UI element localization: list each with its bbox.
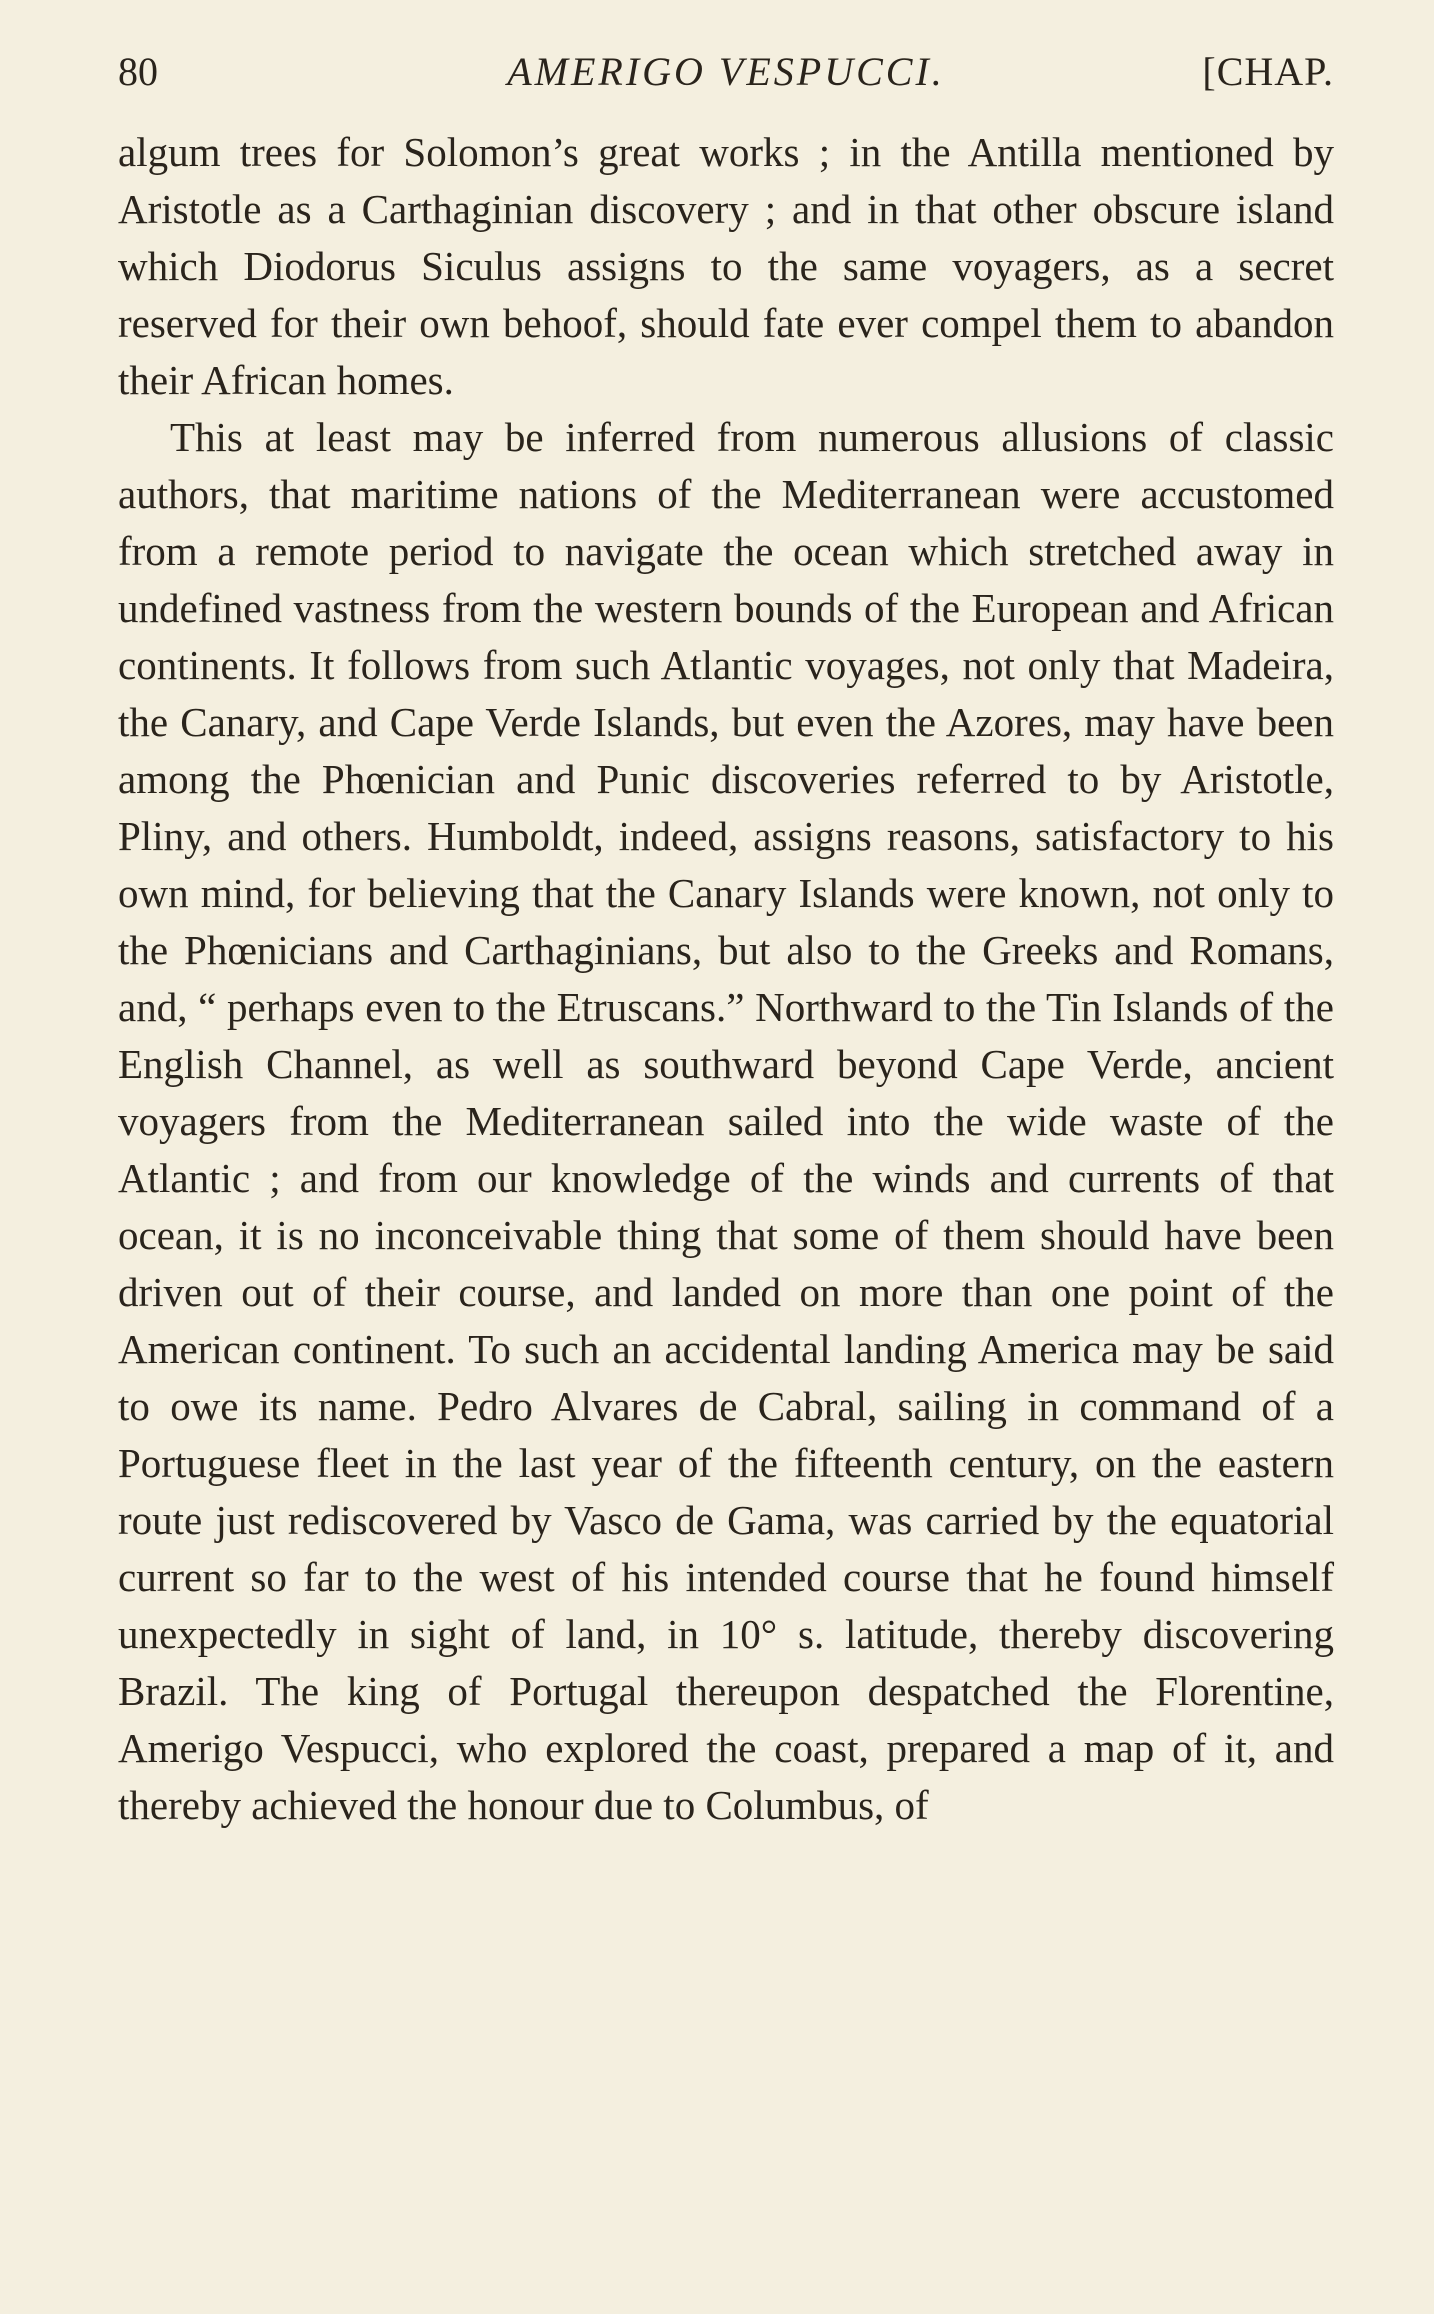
page-number: 80 bbox=[118, 49, 158, 94]
page-header bbox=[118, 42, 1334, 102]
running-title: AMERIGO VESPUCCI. bbox=[507, 49, 945, 94]
paragraph-continued: algum trees for Solomon’s great works ; in the Antilla mentioned by Aristotle as a Carthaginian discovery ; and in that other obscure island which Diodorus Siculus assigns to the same voyagers, as a secret reserved for their own behoof, should fate ever compel them to abandon their African homes. bbox=[118, 129, 1334, 403]
page-body-text bbox=[118, 124, 1334, 1834]
paragraph-main: This at least may be inferred from numerous allusions of classic authors, that maritime nations of the Mediterranean were accustomed from a remote period to navigate the ocean which stretched away in undefined vastness from the western bounds of the European and African continents. It follows from such Atlantic voyages, not only that Madeira, the Canary, and Cape Verde Islands, but even the Azores, may have been among the Phœnician and Punic discoveries referred to by Aristotle, Pliny, and others. Humboldt, indeed, assigns reasons, satisfactory to his own mind, for believing that the Canary Islands were known, not only to the Phœnicians and Carthaginians, but also to the Greeks and Romans, and, “ perhaps even to the Etruscans.” Northward to the Tin Islands of the English Channel, as well as southward beyond Cape Verde, ancient voyagers from the Mediterranean sailed into the wide waste of the Atlantic ; and from our knowledge of the winds and currents of that ocean, it is no inconceivable thing that some of them should have been driven out of their course, and landed on more than one point of the American continent. To such an accidental landing America may be said to owe its name. Pedro Alvares de Cabral, sailing in command of a Portuguese fleet in the last year of the fifteenth century, on the eastern route just rediscovered by Vasco de Gama, was carried by the equatorial current so far to the west of his intended course that he found himself unexpectedly in sight of land, in 10° s. latitude, thereby discovering Brazil. The king of Portugal thereupon despatched the Florentine, Amerigo Vespucci, who explored the coast, prepared a map of it, and thereby achieved the honour due to Columbus, of bbox=[118, 414, 1334, 1828]
chapter-mark: [CHAP. bbox=[1202, 49, 1334, 94]
